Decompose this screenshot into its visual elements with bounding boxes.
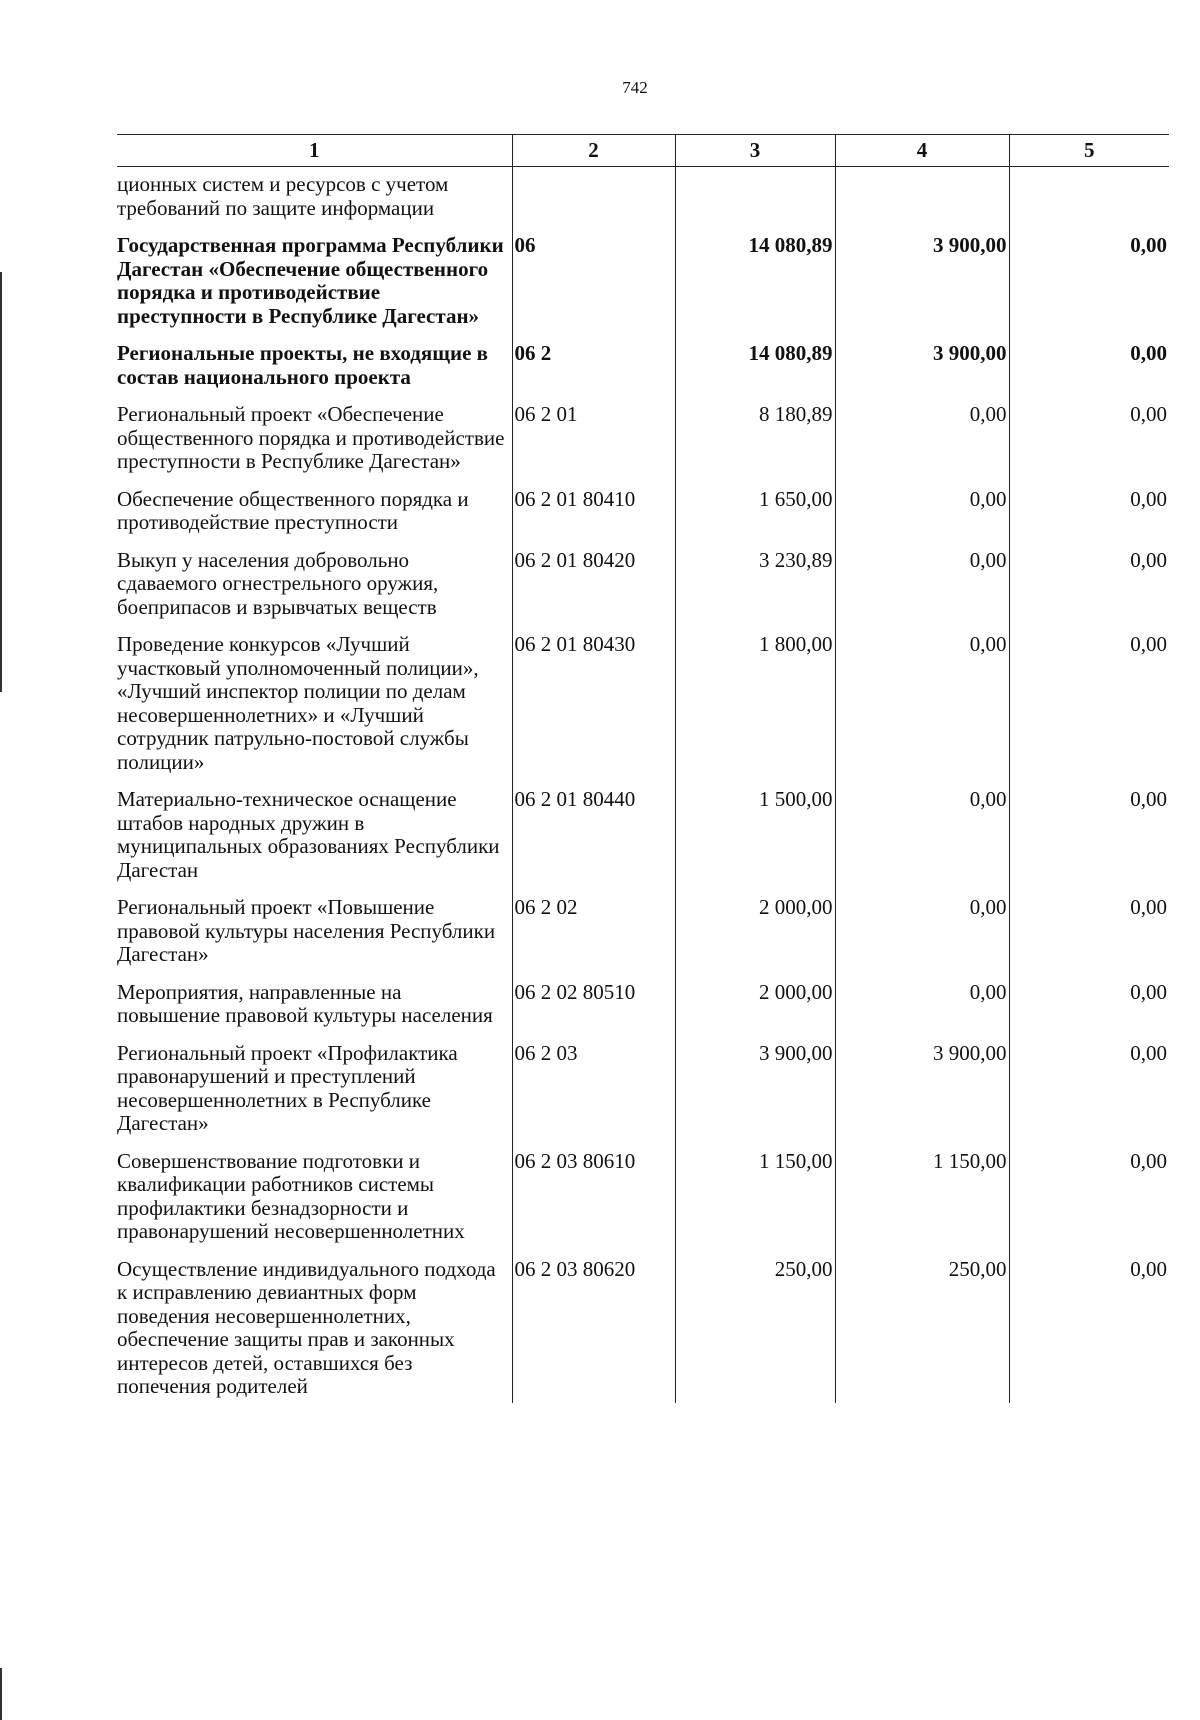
row-code: 06 2 03 80610 bbox=[512, 1150, 675, 1258]
row-value-4: 0,00 bbox=[835, 981, 1009, 1042]
row-name: Проведение конкурсов «Лучший участковый уполномоченный полиции», «Лучший инспектор полиции по делам несовершеннолетних» и «Лучший сотрудник патрульно-постовой службы полиции» bbox=[117, 632, 479, 774]
table-row bbox=[117, 403, 1169, 488]
row-name: Региональные проекты, не входящие в состав национального проекта bbox=[117, 341, 488, 389]
table-row bbox=[117, 896, 1169, 981]
header-col-2: 2 bbox=[512, 135, 675, 167]
row-name: Региональный проект «Повышение правовой культуры населения Республики Дагестан» bbox=[117, 895, 496, 966]
row-value-4: 0,00 bbox=[835, 788, 1009, 896]
row-name: Совершенствование подготовки и квалификации работников системы профилактики безнадзорности и правонарушений несовершеннолетних bbox=[117, 1148, 465, 1243]
row-value-5: 0,00 bbox=[1009, 633, 1169, 788]
row-value-3: 1 500,00 bbox=[675, 788, 835, 896]
row-value-5: 0,00 bbox=[1009, 234, 1169, 342]
row-value-4: 0,00 bbox=[835, 488, 1009, 549]
row-value-5: 0,00 bbox=[1009, 488, 1169, 549]
row-value-4: 0,00 bbox=[835, 403, 1009, 488]
row-value-3: 1 150,00 bbox=[675, 1150, 835, 1258]
left-margin-line bbox=[0, 272, 2, 692]
row-value-4: 3 900,00 bbox=[835, 234, 1009, 342]
header-col-4: 4 bbox=[835, 135, 1009, 167]
row-value-3: 2 000,00 bbox=[675, 896, 835, 981]
row-code: 06 2 01 80420 bbox=[512, 549, 675, 634]
row-value-3: 3 230,89 bbox=[675, 549, 835, 634]
row-value-5 bbox=[1009, 167, 1169, 235]
table-row bbox=[117, 167, 1169, 235]
left-margin-line-bottom bbox=[0, 1668, 2, 1720]
row-code: 06 2 02 80510 bbox=[512, 981, 675, 1042]
page-number: 742 bbox=[622, 78, 648, 97]
row-value-4 bbox=[835, 167, 1009, 235]
header-col-3: 3 bbox=[675, 135, 835, 167]
row-value-3: 3 900,00 bbox=[675, 1042, 835, 1150]
row-name: ционных систем и ресурсов с учетом требований по защите информации bbox=[117, 172, 449, 220]
table-row bbox=[117, 1042, 1169, 1150]
row-value-4: 0,00 bbox=[835, 633, 1009, 788]
table-row bbox=[117, 981, 1169, 1042]
row-name: Мероприятия, направленные на повышение правовой культуры населения bbox=[117, 979, 493, 1027]
row-value-5: 0,00 bbox=[1009, 549, 1169, 634]
row-name: Материально-техническое оснащение штабов народных дружин в муниципальных образованиях Республики Дагестан bbox=[117, 787, 500, 882]
row-value-5: 0,00 bbox=[1009, 896, 1169, 981]
row-code: 06 2 01 80440 bbox=[512, 788, 675, 896]
row-value-3 bbox=[675, 167, 835, 235]
row-value-4: 3 900,00 bbox=[835, 1042, 1009, 1150]
table-row bbox=[117, 234, 1169, 342]
table-row bbox=[117, 549, 1169, 634]
row-code: 06 2 bbox=[512, 342, 675, 403]
row-value-3: 250,00 bbox=[675, 1258, 835, 1403]
table-row bbox=[117, 1258, 1169, 1403]
table-body bbox=[117, 167, 1169, 1403]
row-code: 06 2 03 80620 bbox=[512, 1258, 675, 1403]
row-value-3: 8 180,89 bbox=[675, 403, 835, 488]
row-value-3: 2 000,00 bbox=[675, 981, 835, 1042]
row-value-5: 0,00 bbox=[1009, 1258, 1169, 1403]
row-value-3: 1 650,00 bbox=[675, 488, 835, 549]
row-value-5: 0,00 bbox=[1009, 342, 1169, 403]
table-row bbox=[117, 488, 1169, 549]
row-value-4: 250,00 bbox=[835, 1258, 1009, 1403]
header-col-1: 1 bbox=[117, 135, 512, 167]
row-code: 06 bbox=[512, 234, 675, 342]
row-value-4: 1 150,00 bbox=[835, 1150, 1009, 1258]
row-value-5: 0,00 bbox=[1009, 981, 1169, 1042]
row-code: 06 2 03 bbox=[512, 1042, 675, 1150]
row-value-5: 0,00 bbox=[1009, 1150, 1169, 1258]
row-name: Региональный проект «Профилактика правонарушений и преступлений несовершеннолетних в Республике Дагестан» bbox=[117, 1040, 458, 1135]
table-row bbox=[117, 788, 1169, 896]
row-name: Выкуп у населения добровольно сдаваемого огнестрельного оружия, боеприпасов и взрывчатых веществ bbox=[117, 547, 439, 619]
row-value-5: 0,00 bbox=[1009, 788, 1169, 896]
header-col-5: 5 bbox=[1009, 135, 1169, 167]
row-value-3: 1 800,00 bbox=[675, 633, 835, 788]
row-value-3: 14 080,89 bbox=[675, 342, 835, 403]
row-code: 06 2 02 bbox=[512, 896, 675, 981]
budget-table bbox=[117, 134, 1169, 1403]
row-name: Региональный проект «Обеспечение общественного порядка и противодействие преступности в Республике Дагестан» bbox=[117, 402, 505, 473]
row-code: 06 2 01 80430 bbox=[512, 633, 675, 788]
row-value-5: 0,00 bbox=[1009, 403, 1169, 488]
header-row bbox=[117, 135, 1169, 167]
row-name: Государственная программа Республики Дагестан «Обеспечение общественного порядка и противодействие преступности в Республике Дагестан» bbox=[117, 233, 504, 328]
row-code: 06 2 01 bbox=[512, 403, 675, 488]
row-code bbox=[512, 167, 675, 235]
row-value-4: 0,00 bbox=[835, 896, 1009, 981]
row-code: 06 2 01 80410 bbox=[512, 488, 675, 549]
table-row bbox=[117, 1150, 1169, 1258]
table-row bbox=[117, 633, 1169, 788]
row-name: Осуществление индивидуального подхода к исправлению девиантных форм поведения несовершеннолетних, обеспечение защиты прав и законных интересов детей, оставшихся без попечения родителей bbox=[117, 1256, 496, 1398]
row-value-4: 0,00 bbox=[835, 549, 1009, 634]
row-value-3: 14 080,89 bbox=[675, 234, 835, 342]
row-value-4: 3 900,00 bbox=[835, 342, 1009, 403]
table-row bbox=[117, 342, 1169, 403]
row-value-5: 0,00 bbox=[1009, 1042, 1169, 1150]
row-name: Обеспечение общественного порядка и противодействие преступности bbox=[117, 486, 469, 534]
